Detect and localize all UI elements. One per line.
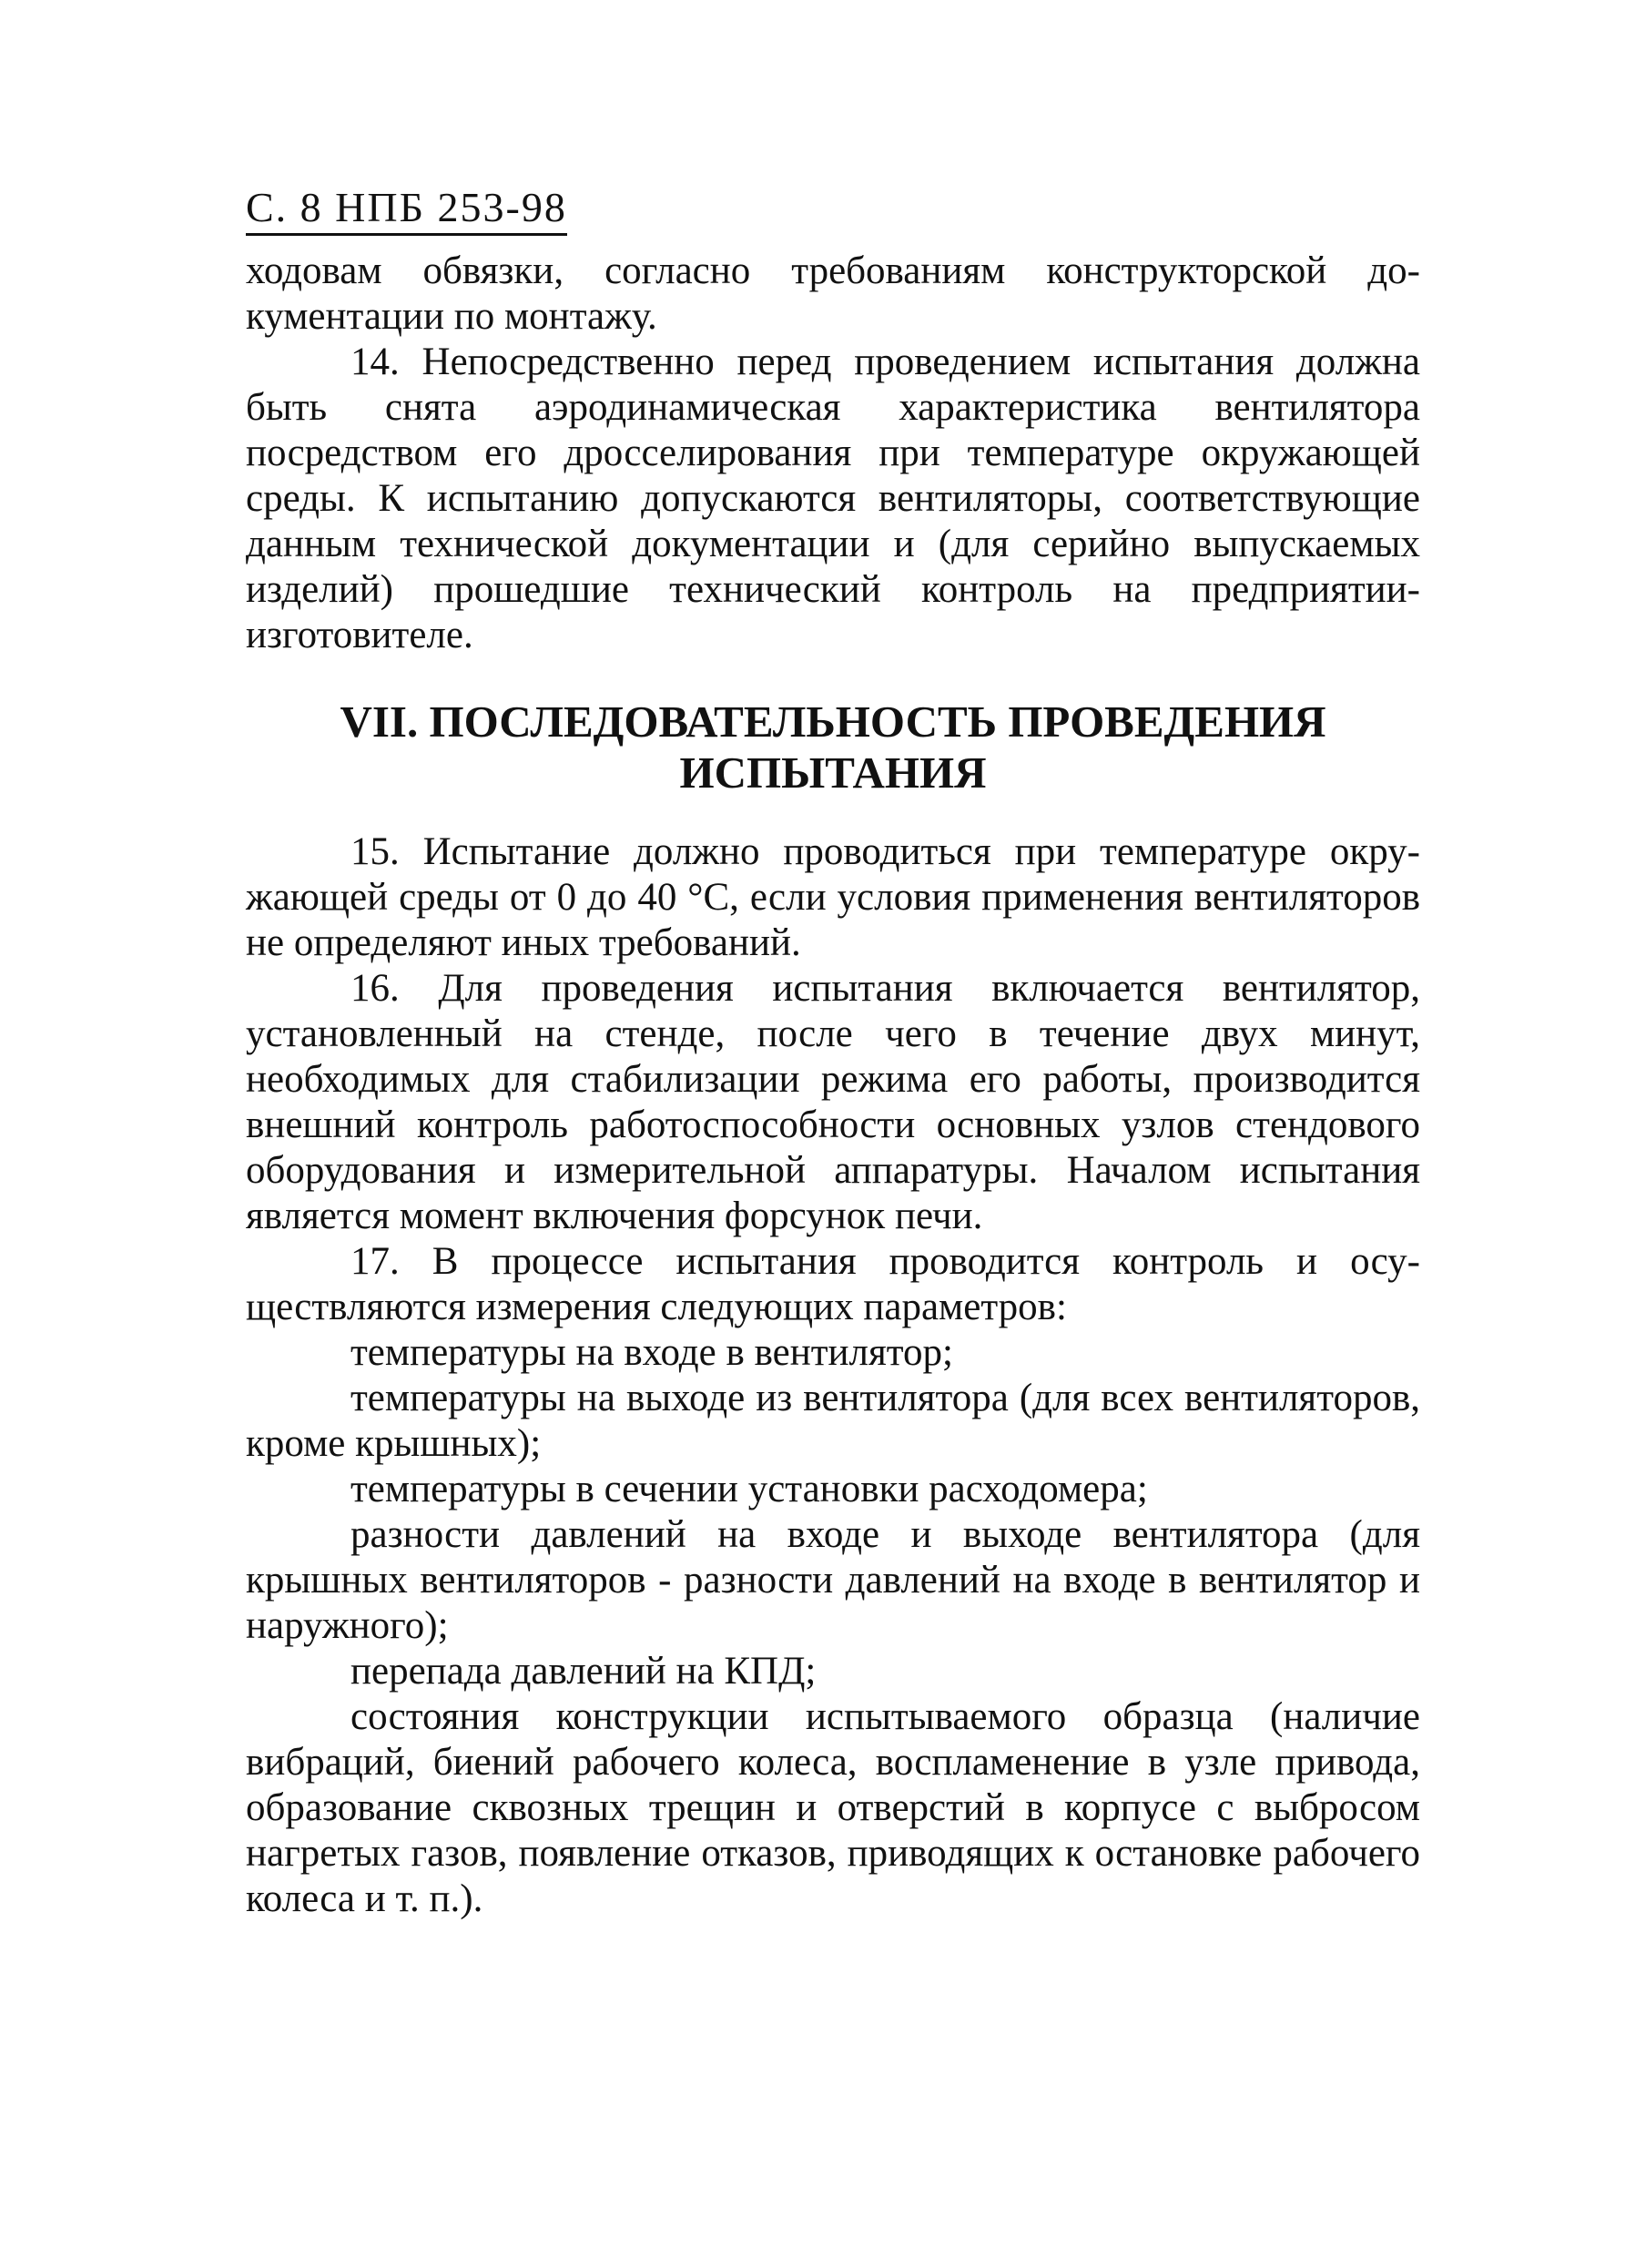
section-title-line-1: VII. ПОСЛЕДОВАТЕЛЬНОСТЬ ПРОВЕДЕНИЯ <box>340 697 1326 747</box>
running-header: С. 8 НПБ 253-98 <box>246 182 567 236</box>
paragraph-17: 17. В процессе испытания проводится контроль и осуществляются измерения следующих параметров: <box>246 1240 1420 1328</box>
section-title <box>246 697 1420 798</box>
measurement-item: состояния конструкции испытываемого образца (наличие вибраций, биений рабочего колеса, воспламенение в узле привода, образование сквозных трещин и отверстий в корпусе с выбросом нагретых газов, появление отказов, приводящих к остановке рабочего колеса и т. п.). <box>246 1695 1420 1920</box>
measurement-item: разности давлений на входе и выходе вентилятора (для крышных вентиляторов - разности давлений на входе в вентилятор и наружного); <box>246 1513 1420 1647</box>
paragraph-15: 15. Испытание должно проводиться при температуре окружающей среды от 0 до 40 °С, если условия применения вентиляторов не определяют иных требований. <box>246 830 1420 964</box>
measurement-item: перепада давлений на КПД; <box>350 1650 817 1693</box>
document-page <box>246 182 1420 1922</box>
section-title-line-2: ИСПЫТАНИЯ <box>679 748 987 798</box>
paragraph-continuation: ходовам обвязки, согласно требованиям конструкторской документации по монтажу. <box>246 249 1420 338</box>
paragraph-16: 16. Для проведения испытания включается вентилятор, установленный на стенде, после чего в течение двух минут, необходимых для стабилизации режима его работы, производится внешний контроль работоспособности основных узлов стендового оборудования и измерительной аппаратуры. Началом испытания является момент включения форсунок печи. <box>246 967 1420 1237</box>
paragraph-14: 14. Непосредственно перед проведением испытания должна быть снята аэродинамическая характеристика вентилятора посредством его дросселирования при температуре окружающей среды. К испытанию допускаются вентиляторы, соответствующие данным технической документации и (для серийно выпускаемых изделий) прошедшие технический контроль на предприятии-изготовителе. <box>246 341 1420 656</box>
measurement-item: температуры в сечении установки расходомера; <box>350 1468 1148 1510</box>
measurement-item: температуры на входе в вентилятор; <box>350 1331 953 1374</box>
measurement-item: температуры на выходе из вентилятора (для всех вентиляторов, кроме крышных); <box>246 1377 1420 1465</box>
